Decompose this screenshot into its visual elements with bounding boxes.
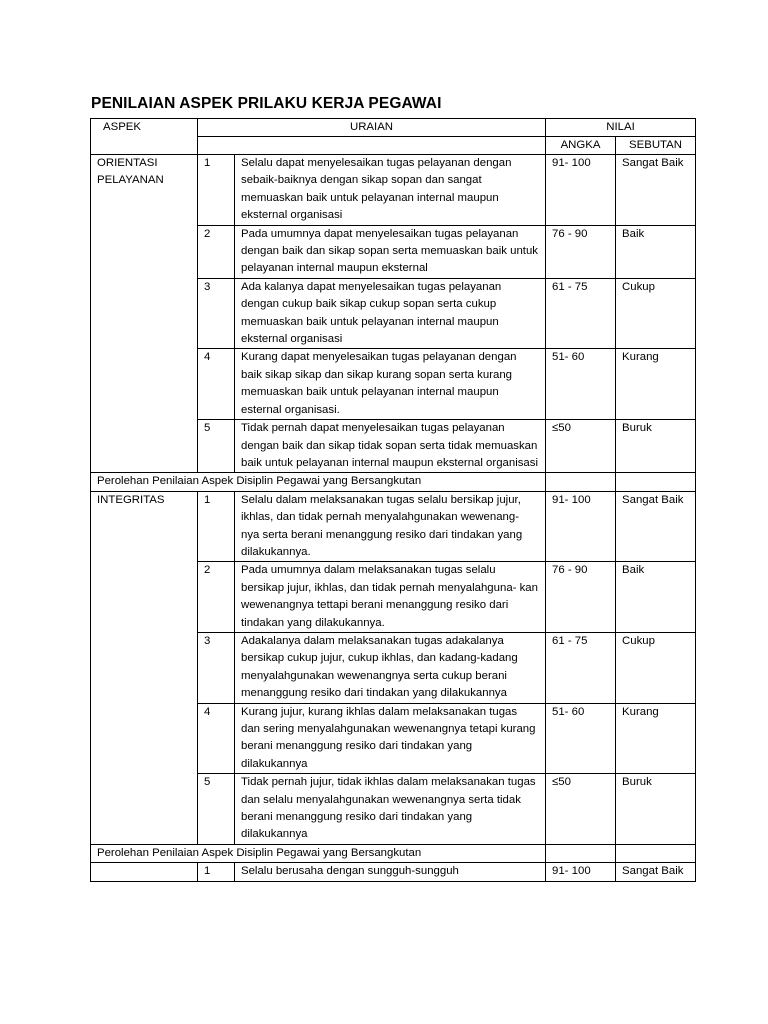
row-number: 1 bbox=[198, 863, 235, 881]
row-sebutan: Sangat Baik bbox=[616, 491, 696, 562]
row-angka: 91- 100 bbox=[546, 491, 616, 562]
header-uraian-blank bbox=[198, 137, 546, 155]
row-angka: 91- 100 bbox=[546, 155, 616, 226]
row-sebutan: Sangat Baik bbox=[616, 155, 696, 226]
aspect-name: ORIENTASI PELAYANAN bbox=[91, 155, 198, 473]
row-sebutan: Baik bbox=[616, 562, 696, 633]
row-angka: 91- 100 bbox=[546, 863, 616, 881]
page-title: PENILAIAN ASPEK PRILAKU KERJA PEGAWAI bbox=[91, 95, 442, 112]
row-description: Selalu berusaha dengan sungguh-sungguh bbox=[235, 863, 546, 881]
row-angka: 61 - 75 bbox=[546, 632, 616, 703]
row-sebutan: Kurang bbox=[616, 349, 696, 420]
summary-row bbox=[91, 844, 696, 862]
header-uraian: URAIAN bbox=[198, 119, 546, 137]
aspect-name: INTEGRITAS bbox=[91, 491, 198, 844]
table-row bbox=[91, 491, 696, 562]
header-sebutan: SEBUTAN bbox=[616, 137, 696, 155]
aspect-name bbox=[91, 863, 198, 881]
row-sebutan: Baik bbox=[616, 225, 696, 278]
assessment-table bbox=[90, 118, 696, 882]
row-description: Kurang jujur, kurang ikhlas dalam melaksanakan tugas dan sering menyalahgunakan wewenangnya tetapi kurang berani menanggung resiko dari tindakan yang dilakukannya bbox=[235, 703, 546, 774]
row-number: 5 bbox=[198, 420, 235, 473]
row-description: Pada umumnya dapat menyelesaikan tugas pelayanan dengan baik dan sikap sopan serta memuaskan baik untuk pelayanan internal maupun eksternal bbox=[235, 225, 546, 278]
table-row bbox=[91, 863, 696, 881]
row-number: 1 bbox=[198, 491, 235, 562]
row-sebutan: Buruk bbox=[616, 774, 696, 845]
row-angka: 51- 60 bbox=[546, 349, 616, 420]
row-number: 4 bbox=[198, 703, 235, 774]
row-description: Tidak pernah dapat menyelesaikan tugas pelayanan dengan baik dan sikap tidak sopan serta tidak memuaskan baik untuk pelayanan internal maupun eksternal organisasi bbox=[235, 420, 546, 473]
row-description: Adakalanya dalam melaksanakan tugas adakalanya bersikap cukup jujur, cukup ikhlas, dan kadang-kadang menyalahgunakan wewenangnya serta cukup berani menanggung resiko dari tindakan yang dilakukannya bbox=[235, 632, 546, 703]
row-number: 3 bbox=[198, 278, 235, 349]
row-angka: 76 - 90 bbox=[546, 562, 616, 633]
row-angka: 61 - 75 bbox=[546, 278, 616, 349]
row-sebutan: Sangat Baik bbox=[616, 863, 696, 881]
row-description: Kurang dapat menyelesaikan tugas pelayanan dengan baik sikap sikap dan sikap kurang sopan serta kurang memuaskan baik untuk pelayanan internal maupun esternal organisasi. bbox=[235, 349, 546, 420]
row-sebutan: Cukup bbox=[616, 632, 696, 703]
row-number: 2 bbox=[198, 562, 235, 633]
header-aspek: ASPEK bbox=[91, 119, 198, 155]
row-angka: ≤50 bbox=[546, 774, 616, 845]
row-description: Tidak pernah jujur, tidak ikhlas dalam melaksanakan tugas dan selalu menyalahgunakan wewenangnya serta tidak berani menanggung resiko dari tindakan yang dilakukannya bbox=[235, 774, 546, 845]
row-sebutan: Buruk bbox=[616, 420, 696, 473]
summary-label: Perolehan Penilaian Aspek Disiplin Pegawai yang Bersangkutan bbox=[91, 473, 546, 491]
row-description: Ada kalanya dapat menyelesaikan tugas pelayanan dengan cukup baik sikap cukup sopan serta cukup memuaskan baik untuk pelayanan internal maupun eksternal organisasi bbox=[235, 278, 546, 349]
summary-sebutan bbox=[616, 844, 696, 862]
summary-row bbox=[91, 473, 696, 491]
table-body bbox=[91, 155, 696, 882]
row-angka: 51- 60 bbox=[546, 703, 616, 774]
row-description: Selalu dalam melaksanakan tugas selalu bersikap jujur, ikhlas, dan tidak pernah menyalahgunakan wewenang- nya serta berani menanggung resiko dari tindakan yang dilakukannya. bbox=[235, 491, 546, 562]
summary-label: Perolehan Penilaian Aspek Disiplin Pegawai yang Bersangkutan bbox=[91, 844, 546, 862]
table-row bbox=[91, 155, 696, 226]
row-angka: 76 - 90 bbox=[546, 225, 616, 278]
row-number: 2 bbox=[198, 225, 235, 278]
row-sebutan: Cukup bbox=[616, 278, 696, 349]
summary-angka bbox=[546, 844, 616, 862]
row-number: 1 bbox=[198, 155, 235, 226]
row-description: Selalu dapat menyelesaikan tugas pelayanan dengan sebaik-baiknya dengan sikap sopan dan sangat memuaskan baik untuk pelayanan internal maupun eksternal organisasi bbox=[235, 155, 546, 226]
row-sebutan: Kurang bbox=[616, 703, 696, 774]
header-nilai: NILAI bbox=[546, 119, 696, 137]
summary-sebutan bbox=[616, 473, 696, 491]
row-angka: ≤50 bbox=[546, 420, 616, 473]
row-description: Pada umumnya dalam melaksanakan tugas selalu bersikap jujur, ikhlas, dan tidak pernah menyalahguna- kan wewenangnya tettapi berani menanggung resiko dari tindakan yang dilakukannya. bbox=[235, 562, 546, 633]
summary-angka bbox=[546, 473, 616, 491]
row-number: 5 bbox=[198, 774, 235, 845]
row-number: 4 bbox=[198, 349, 235, 420]
row-number: 3 bbox=[198, 632, 235, 703]
header-angka: ANGKA bbox=[546, 137, 616, 155]
